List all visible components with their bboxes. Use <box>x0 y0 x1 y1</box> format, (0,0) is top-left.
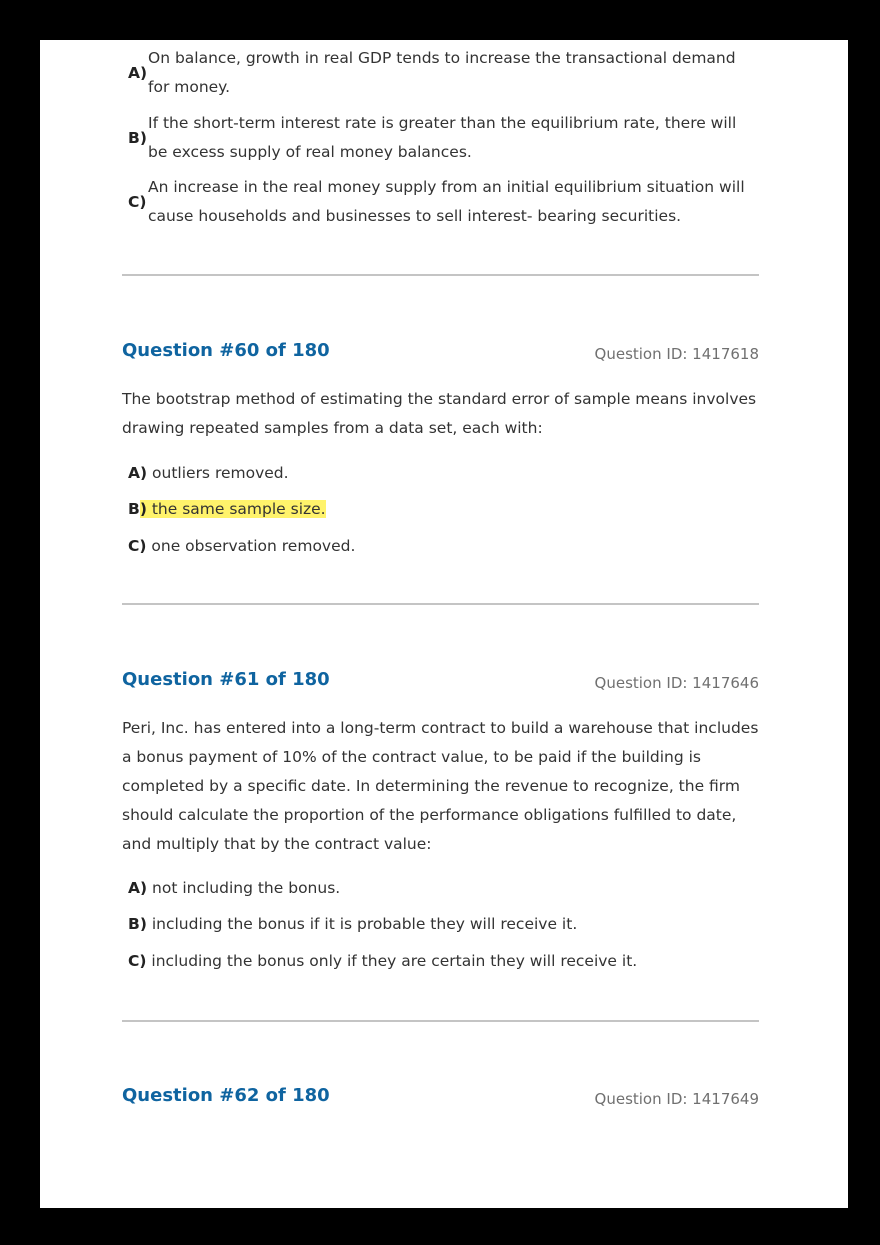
document-page <box>40 40 848 1208</box>
answer-text: outliers removed. <box>152 464 289 482</box>
answer-letter: C) <box>128 537 147 555</box>
answer-text: the same sample size. <box>146 500 326 518</box>
answer-letter: A) <box>128 879 148 897</box>
answer-option-c[interactable] <box>128 535 355 557</box>
answer-text: not including the bonus. <box>152 879 341 897</box>
answer-option-a[interactable] <box>128 462 289 484</box>
answer-text: An increase in the real money supply from an initial equilibrium situation will cause households and businesses to sell interest- bearing securities. <box>148 178 745 225</box>
answer-letter-suffix: ) <box>139 500 147 518</box>
answer-text: On balance, growth in real GDP tends to increase the transactional demand for money. <box>148 49 736 96</box>
question-header <box>122 669 759 699</box>
answer-text: one observation removed. <box>151 537 356 555</box>
highlighted-answer <box>140 500 326 518</box>
question-divider <box>122 274 759 276</box>
question-title: Question #62 of 180 <box>122 1085 330 1106</box>
question-id: Question ID: 1417618 <box>594 345 759 363</box>
question-header <box>122 340 759 370</box>
answer-option-b-highlighted[interactable] <box>128 498 326 520</box>
question-id: Question ID: 1417646 <box>594 674 759 692</box>
answer-option-c[interactable] <box>128 950 637 972</box>
question-title: Question #60 of 180 <box>122 340 330 361</box>
answer-letter: B) <box>128 129 147 147</box>
answer-option-b[interactable] <box>128 913 577 935</box>
answer-text: including the bonus only if they are certain they will receive it. <box>151 952 638 970</box>
question-header <box>122 1085 759 1115</box>
answer-option-b[interactable] <box>122 109 758 167</box>
answer-letter: C) <box>128 193 147 211</box>
answer-letter: C) <box>128 952 147 970</box>
question-divider <box>122 1020 759 1022</box>
answer-option-a[interactable] <box>128 877 340 899</box>
question-divider <box>122 603 759 605</box>
answer-option-a[interactable] <box>122 44 758 102</box>
question-stem: The bootstrap method of estimating the standard error of sample means involves drawing repeated samples from a data set, each with: <box>122 390 757 437</box>
answer-text: If the short-term interest rate is greater than the equilibrium rate, there will be excess supply of real money balances. <box>148 114 737 161</box>
question-id: Question ID: 1417649 <box>594 1090 759 1108</box>
question-stem: Peri, Inc. has entered into a long-term contract to build a warehouse that includes a bonus payment of 10% of the contract value, to be paid if the building is completed by a specific date. In determining the revenue to recognize, the firm should calculate the proportion of the performance obligations fulfilled to date, and multiply that by the contract value: <box>122 719 759 853</box>
answer-letter: A) <box>128 464 148 482</box>
answer-letter: A) <box>128 64 148 82</box>
answer-letter: B) <box>128 915 147 933</box>
answer-option-c[interactable] <box>122 173 758 231</box>
question-title: Question #61 of 180 <box>122 669 330 690</box>
answer-text: including the bonus if it is probable they will receive it. <box>151 915 578 933</box>
answer-letter: B <box>128 500 140 518</box>
